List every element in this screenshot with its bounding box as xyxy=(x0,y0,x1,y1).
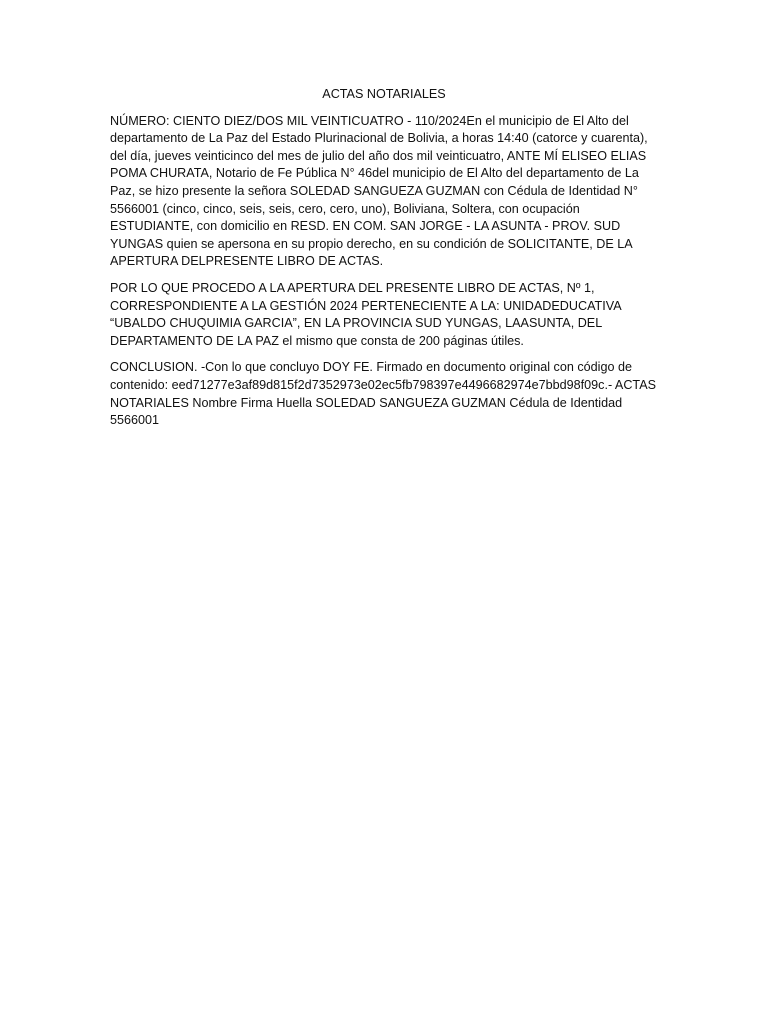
document-title: ACTAS NOTARIALES xyxy=(322,87,446,101)
document-body xyxy=(110,86,658,439)
paragraph-apertura: POR LO QUE PROCEDO A LA APERTURA DEL PRESENTE LIBRO DE ACTAS, Nº 1, CORRESPONDIENTE A LA GESTIÓN 2024 PERTENECIENTE A LA: UNIDADEDUCATIVA “UBALDO CHUQUIMIA GARCIA”, EN LA PROVINCIA SUD YUNGAS, LAASUNTA, DEL DEPARTAMENTO DE LA PAZ el mismo que consta de 200 páginas útiles. xyxy=(110,280,621,348)
paragraph-intro: NÚMERO: CIENTO DIEZ/DOS MIL VEINTICUATRO - 110/2024En el municipio de El Alto del departamento de La Paz del Estado Plurinacional de Bolivia, a horas 14:40 (catorce y cuarenta), del día, jueves veinticinco del mes de julio del año dos mil veinticuatro, ANTE MÍ ELISEO ELIAS POMA CHURATA, Notario de Fe Pública N° 46del municipio de El Alto del departamento de La Paz, se hizo presente la señora SOLEDAD SANGUEZA GUZMAN con Cédula de Identidad N° 5566001 (cinco, cinco, seis, seis, cero, cero, uno), Boliviana, Soltera, con ocupación ESTUDIANTE, con domicilio en RESD. EN COM. SAN JORGE - LA ASUNTA - PROV. SUD YUNGAS quien se apersona en su propio derecho, en su condición de SOLICITANTE, DE LA APERTURA DELPRESENTE LIBRO DE ACTAS. xyxy=(110,113,648,269)
paragraph-conclusion: CONCLUSION. -Con lo que concluyo DOY FE. Firmado en documento original con código de contenido: eed71277e3af89d815f2d7352973e02ec5fb798397e4496682974e7bbd98f09c.- ACTAS NOTARIALES Nombre Firma Huella SOLEDAD SANGUEZA GUZMAN Cédula de Identidad 5566001 xyxy=(110,360,656,428)
